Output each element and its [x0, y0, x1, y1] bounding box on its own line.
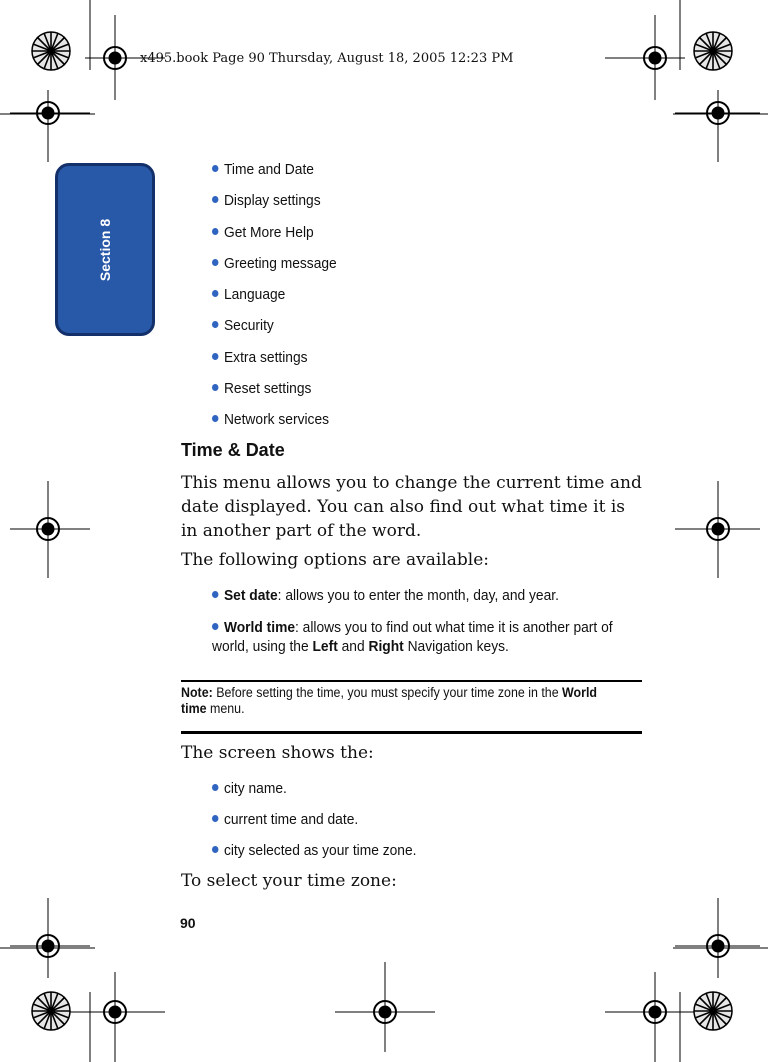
list-item-label: Network services [223, 411, 330, 428]
option-term: Set date [223, 587, 278, 604]
bullet-icon [212, 591, 218, 598]
list-item-label: Security [223, 317, 274, 334]
note [181, 685, 613, 717]
registration-mark [55, 962, 175, 1062]
list-item [212, 842, 416, 859]
page-number: 90 [180, 915, 196, 931]
list-item [212, 224, 314, 241]
note-top-rule [181, 680, 642, 682]
select-intro: To select your time zone: [181, 871, 397, 891]
list-item [212, 161, 314, 178]
list-item [212, 380, 311, 397]
option-text: Navigation keys. [403, 638, 509, 655]
option-set-date [212, 587, 559, 604]
list-item [212, 192, 321, 209]
registration-mark [670, 481, 768, 581]
registration-mark [0, 481, 100, 581]
options-intro: The following options are available: [181, 550, 490, 570]
print-header-stamp: x495.book Page 90 Thursday, August 18, 2005 12:23 PM [140, 51, 514, 66]
key-right: Right [368, 638, 404, 655]
bullet-icon [212, 196, 218, 203]
list-item [212, 411, 329, 428]
starburst-mark [693, 31, 733, 71]
starburst-mark [31, 991, 71, 1031]
bullet-icon [212, 165, 218, 172]
list-item-label: city name. [223, 780, 287, 797]
section-heading: Time & Date [181, 440, 285, 460]
registration-mark [670, 65, 768, 165]
option-term: World time [223, 619, 296, 636]
bullet-icon [212, 815, 218, 822]
list-item-label: Greeting message [223, 255, 337, 272]
list-item [212, 349, 308, 366]
list-item [212, 286, 285, 303]
list-item-label: city selected as your time zone. [223, 842, 417, 859]
note-menu-name: World time [181, 685, 598, 716]
bullet-icon [212, 259, 218, 266]
bullet-icon [212, 784, 218, 791]
option-text: : allows you to find out what time it is another part of world, using the [212, 619, 613, 655]
section-tab [55, 163, 155, 336]
list-item-label: Display settings [223, 192, 321, 209]
section-tab-label: Section 8 [97, 218, 113, 281]
list-item-label: Language [223, 286, 286, 303]
starburst-mark [693, 991, 733, 1031]
option-text: : allows you to enter the month, day, and year. [277, 587, 559, 604]
list-item [212, 317, 274, 334]
bullet-icon [212, 846, 218, 853]
bullet-icon [212, 353, 218, 360]
list-item-label: Extra settings [223, 349, 308, 366]
key-left: Left [312, 638, 338, 655]
list-item [212, 255, 337, 272]
bullet-icon [212, 384, 218, 391]
starburst-mark [31, 31, 71, 71]
note-bottom-rule [181, 731, 642, 734]
list-item-label: Reset settings [223, 380, 312, 397]
registration-mark [0, 65, 100, 165]
option-world-time [212, 618, 635, 656]
note-text: menu. [206, 701, 245, 716]
bullet-icon [212, 290, 218, 297]
note-text: Before setting the time, you must specify your time zone in the [212, 685, 563, 700]
list-item-label: Get More Help [223, 224, 314, 241]
list-item-label: current time and date. [223, 811, 359, 828]
list-item [212, 780, 287, 797]
bullet-icon [212, 321, 218, 328]
bullet-icon [212, 228, 218, 235]
registration-mark [325, 962, 445, 1062]
bullet-icon [212, 623, 218, 630]
list-item [212, 811, 358, 828]
option-text: and [337, 638, 369, 655]
screen-intro: The screen shows the: [181, 743, 374, 763]
list-item-label: Time and Date [223, 161, 314, 178]
bullet-icon [212, 415, 218, 422]
note-label: Note: [181, 685, 213, 700]
intro-paragraph: This menu allows you to change the current time and date displayed. You can also find out what time it is in another part of the word. [181, 473, 642, 541]
